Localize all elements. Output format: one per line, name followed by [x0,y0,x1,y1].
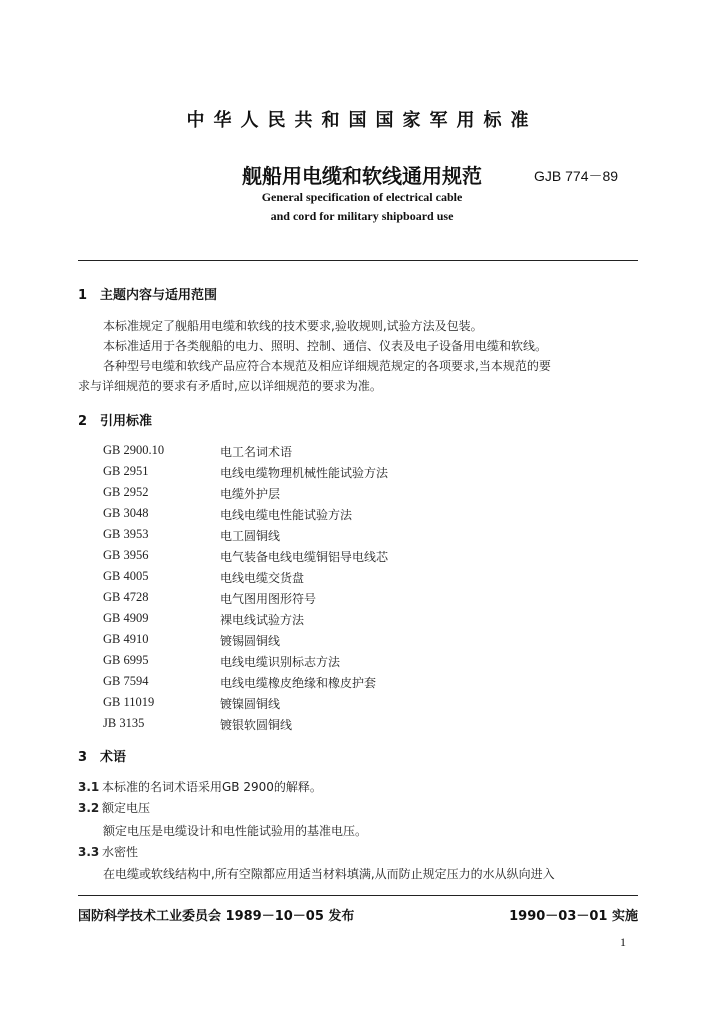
subsection-number: 3.1 [78,780,100,794]
top-rule [78,260,638,261]
reference-code: GB 2951 [103,464,149,478]
reference-code: GB 4910 [103,632,149,646]
section-1-heading [78,284,217,303]
subsection-title: 额定电压 [102,801,151,815]
subsection-title: 水密性 [102,845,139,859]
section-1-paragraph-2: 本标准适用于各类舰船的电力、照明、控制、通信、仪表及电子设备用电缆和软线。 [103,339,548,353]
reference-title: 电线电缆电性能试验方法 [220,508,353,522]
reference-code: GB 2952 [103,485,149,499]
section-number: 3 [78,750,88,765]
reference-title: 电线电缆橡皮绝缘和橡皮护套 [220,676,377,690]
effective-date: 1990－03－01 实施 [509,909,638,924]
subsection-3-3-text: 在电缆或软线结构中,所有空隙都应用适当材料填满,从而防止规定压力的水从纵向进入 [103,867,555,881]
subsection-3-2-heading [78,799,150,816]
page-number: 1 [620,935,626,949]
section-2-heading [78,410,152,429]
reference-title: 镀镍圆铜线 [220,697,281,711]
bottom-rule [78,895,638,896]
document-title-en-line1: General specification of electrical cable [261,190,463,204]
reference-title: 电工名词术语 [220,445,293,459]
reference-title: 电缆外护层 [220,487,281,501]
reference-title: 电气装备电线电缆铜铝导电线芯 [220,550,389,564]
section-number: 1 [78,288,88,303]
subsection-text: 本标准的名词术语采用GB 2900的解释。 [102,780,322,794]
reference-code: GB 2900.10 [103,443,165,457]
section-1-paragraph-1: 本标准规定了舰船用电缆和软线的技术要求,验收规则,试验方法及包装。 [103,319,483,333]
standard-code: GJB 774－89 [534,168,619,184]
reference-title: 裸电线试验方法 [220,613,305,627]
reference-code: GB 6995 [103,653,149,667]
section-1-paragraph-3-line1: 各种型号电缆和软线产品应符合本规范及相应详细规范规定的各项要求,当本规范的要 [103,359,551,373]
standard-header: 中华人民共和国国家军用标准 [186,110,538,131]
reference-title: 镀银软圆铜线 [220,718,293,732]
reference-title: 电线电缆物理机械性能试验方法 [220,466,389,480]
reference-title: 镀锡圆铜线 [220,634,281,648]
subsection-number: 3.2 [78,801,100,815]
section-title: 术语 [100,750,127,765]
reference-code: GB 3953 [103,527,149,541]
subsection-number: 3.3 [78,845,100,859]
reference-code: GB 7594 [103,674,149,688]
reference-code: GB 11019 [103,695,155,709]
section-title: 主题内容与适用范围 [100,288,218,303]
reference-code: GB 3956 [103,548,149,562]
document-title-cn: 舰船用电缆和软线通用规范 [242,164,482,188]
reference-title: 电工圆铜线 [220,529,281,543]
reference-code: JB 3135 [103,716,145,730]
issue-info: 国防科学技术工业委员会 1989－10－05 发布 [78,909,355,924]
reference-code: GB 3048 [103,506,149,520]
section-number: 2 [78,414,88,429]
reference-title: 电线电缆交货盘 [220,571,305,585]
section-1-paragraph-3-line2: 求与详细规范的要求有矛盾时,应以详细规范的要求为准。 [78,379,382,393]
section-title: 引用标准 [100,414,153,429]
subsection-3-1 [78,778,322,795]
document-title-en-line2: and cord for military shipboard use [270,209,454,223]
reference-title: 电气图用图形符号 [220,592,317,606]
reference-code: GB 4728 [103,590,149,604]
reference-code: GB 4005 [103,569,149,583]
subsection-3-3-heading [78,843,138,860]
section-3-heading [78,746,126,765]
reference-title: 电线电缆识别标志方法 [220,655,341,669]
subsection-3-2-text: 额定电压是电缆设计和电性能试验用的基准电压。 [103,824,368,838]
reference-code: GB 4909 [103,611,149,625]
